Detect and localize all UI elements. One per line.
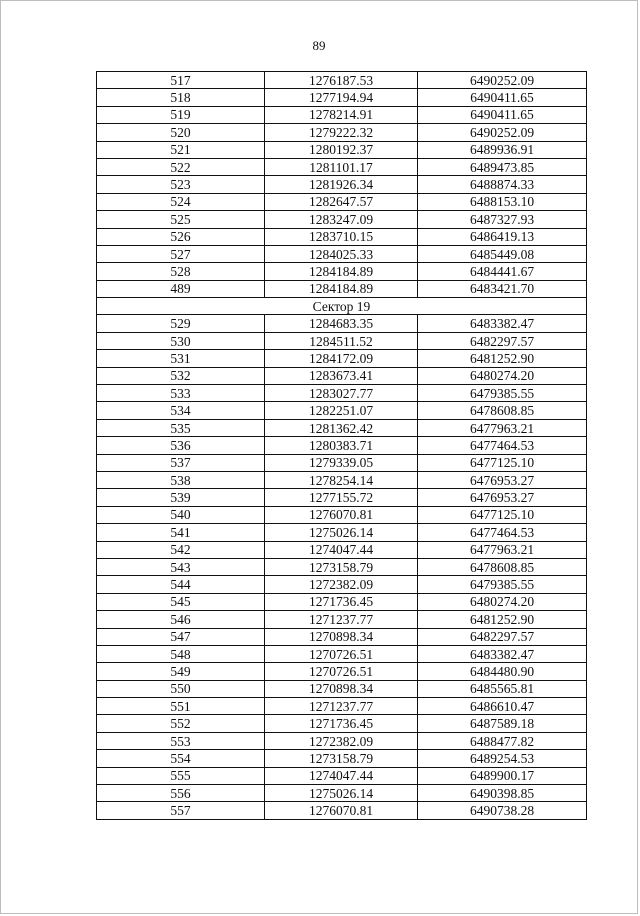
- point-number-cell: 545: [97, 593, 265, 610]
- x-coordinate-cell: 1270726.51: [265, 645, 418, 662]
- table-row: [97, 106, 587, 123]
- point-number-cell: 519: [97, 106, 265, 123]
- x-coordinate-cell: 1277194.94: [265, 89, 418, 106]
- y-coordinate-cell: 6488477.82: [418, 732, 587, 749]
- y-coordinate-cell: 6482297.57: [418, 332, 587, 349]
- point-number-cell: 532: [97, 367, 265, 384]
- point-number-cell: 546: [97, 611, 265, 628]
- table-row: [97, 211, 587, 228]
- point-number-cell: 557: [97, 802, 265, 819]
- point-number-cell: 554: [97, 750, 265, 767]
- x-coordinate-cell: 1279339.05: [265, 454, 418, 471]
- point-number-cell: 544: [97, 576, 265, 593]
- table-row: [97, 350, 587, 367]
- point-number-cell: 535: [97, 419, 265, 436]
- sector-heading: Сектор 19: [97, 298, 587, 315]
- x-coordinate-cell: 1282251.07: [265, 402, 418, 419]
- y-coordinate-cell: 6490252.09: [418, 72, 587, 89]
- table-row: [97, 385, 587, 402]
- point-number-cell: 538: [97, 471, 265, 488]
- y-coordinate-cell: 6477125.10: [418, 506, 587, 523]
- y-coordinate-cell: 6484480.90: [418, 663, 587, 680]
- x-coordinate-cell: 1278214.91: [265, 106, 418, 123]
- x-coordinate-cell: 1271736.45: [265, 593, 418, 610]
- x-coordinate-cell: 1281926.34: [265, 176, 418, 193]
- x-coordinate-cell: 1275026.14: [265, 524, 418, 541]
- y-coordinate-cell: 6481252.90: [418, 350, 587, 367]
- point-number-cell: 527: [97, 245, 265, 262]
- x-coordinate-cell: 1271237.77: [265, 611, 418, 628]
- y-coordinate-cell: 6478608.85: [418, 558, 587, 575]
- x-coordinate-cell: 1284172.09: [265, 350, 418, 367]
- x-coordinate-cell: 1284683.35: [265, 315, 418, 332]
- y-coordinate-cell: 6486419.13: [418, 228, 587, 245]
- table-row: [97, 645, 587, 662]
- point-number-cell: 529: [97, 315, 265, 332]
- y-coordinate-cell: 6489473.85: [418, 158, 587, 175]
- x-coordinate-cell: 1276070.81: [265, 802, 418, 819]
- table-row: [97, 593, 587, 610]
- table-row: [97, 541, 587, 558]
- y-coordinate-cell: 6485449.08: [418, 245, 587, 262]
- point-number-cell: 549: [97, 663, 265, 680]
- page-number: 89: [312, 38, 326, 53]
- point-number-cell: 521: [97, 141, 265, 158]
- y-coordinate-cell: 6480274.20: [418, 367, 587, 384]
- point-number-cell: 518: [97, 89, 265, 106]
- table-row: [97, 715, 587, 732]
- point-number-cell: 550: [97, 680, 265, 697]
- y-coordinate-cell: 6490411.65: [418, 89, 587, 106]
- table-row: [97, 698, 587, 715]
- point-number-cell: 541: [97, 524, 265, 541]
- y-coordinate-cell: 6483382.47: [418, 645, 587, 662]
- table-row: [97, 158, 587, 175]
- y-coordinate-cell: 6489936.91: [418, 141, 587, 158]
- y-coordinate-cell: 6490398.85: [418, 785, 587, 802]
- y-coordinate-cell: 6476953.27: [418, 489, 587, 506]
- point-number-cell: 553: [97, 732, 265, 749]
- x-coordinate-cell: 1278254.14: [265, 471, 418, 488]
- y-coordinate-cell: 6487589.18: [418, 715, 587, 732]
- table-row: [97, 332, 587, 349]
- x-coordinate-cell: 1274047.44: [265, 541, 418, 558]
- table-row: [97, 628, 587, 645]
- y-coordinate-cell: 6477125.10: [418, 454, 587, 471]
- x-coordinate-cell: 1279222.32: [265, 124, 418, 141]
- x-coordinate-cell: 1281362.42: [265, 419, 418, 436]
- point-number-cell: 522: [97, 158, 265, 175]
- table-row: [97, 176, 587, 193]
- x-coordinate-cell: 1273158.79: [265, 558, 418, 575]
- x-coordinate-cell: 1282647.57: [265, 193, 418, 210]
- y-coordinate-cell: 6490411.65: [418, 106, 587, 123]
- y-coordinate-cell: 6485565.81: [418, 680, 587, 697]
- table-row: [97, 471, 587, 488]
- y-coordinate-cell: 6478608.85: [418, 402, 587, 419]
- table-row: [97, 72, 587, 89]
- x-coordinate-cell: 1276187.53: [265, 72, 418, 89]
- y-coordinate-cell: 6488874.33: [418, 176, 587, 193]
- point-number-cell: 534: [97, 402, 265, 419]
- x-coordinate-cell: 1277155.72: [265, 489, 418, 506]
- y-coordinate-cell: 6482297.57: [418, 628, 587, 645]
- table-row: [97, 193, 587, 210]
- table-row: [97, 280, 587, 297]
- table-row: [97, 732, 587, 749]
- point-number-cell: 551: [97, 698, 265, 715]
- point-number-cell: 555: [97, 767, 265, 784]
- x-coordinate-cell: 1274047.44: [265, 767, 418, 784]
- y-coordinate-cell: 6489900.17: [418, 767, 587, 784]
- table-row: [97, 576, 587, 593]
- point-number-cell: 539: [97, 489, 265, 506]
- y-coordinate-cell: 6476953.27: [418, 471, 587, 488]
- point-number-cell: 520: [97, 124, 265, 141]
- table-row: [97, 245, 587, 262]
- y-coordinate-cell: 6483382.47: [418, 315, 587, 332]
- y-coordinate-cell: 6484441.67: [418, 263, 587, 280]
- point-number-cell: 489: [97, 280, 265, 297]
- y-coordinate-cell: 6483421.70: [418, 280, 587, 297]
- point-number-cell: 536: [97, 437, 265, 454]
- point-number-cell: 530: [97, 332, 265, 349]
- point-number-cell: 528: [97, 263, 265, 280]
- table-row: [97, 611, 587, 628]
- x-coordinate-cell: 1284511.52: [265, 332, 418, 349]
- x-coordinate-cell: 1270726.51: [265, 663, 418, 680]
- y-coordinate-cell: 6487327.93: [418, 211, 587, 228]
- table-row: [97, 558, 587, 575]
- table-row: [97, 124, 587, 141]
- coordinates-table-body: [97, 72, 587, 820]
- sector-heading-row: [97, 298, 587, 315]
- table-row: [97, 402, 587, 419]
- x-coordinate-cell: 1272382.09: [265, 732, 418, 749]
- x-coordinate-cell: 1275026.14: [265, 785, 418, 802]
- x-coordinate-cell: 1283027.77: [265, 385, 418, 402]
- point-number-cell: 517: [97, 72, 265, 89]
- table-row: [97, 89, 587, 106]
- x-coordinate-cell: 1284184.89: [265, 280, 418, 297]
- point-number-cell: 547: [97, 628, 265, 645]
- point-number-cell: 540: [97, 506, 265, 523]
- x-coordinate-cell: 1280383.71: [265, 437, 418, 454]
- point-number-cell: 556: [97, 785, 265, 802]
- x-coordinate-cell: 1283673.41: [265, 367, 418, 384]
- y-coordinate-cell: 6486610.47: [418, 698, 587, 715]
- x-coordinate-cell: 1281101.17: [265, 158, 418, 175]
- table-row: [97, 506, 587, 523]
- table-row: [97, 141, 587, 158]
- point-number-cell: 523: [97, 176, 265, 193]
- y-coordinate-cell: 6481252.90: [418, 611, 587, 628]
- y-coordinate-cell: 6490252.09: [418, 124, 587, 141]
- x-coordinate-cell: 1271736.45: [265, 715, 418, 732]
- x-coordinate-cell: 1272382.09: [265, 576, 418, 593]
- point-number-cell: 531: [97, 350, 265, 367]
- table-row: [97, 367, 587, 384]
- x-coordinate-cell: 1284025.33: [265, 245, 418, 262]
- x-coordinate-cell: 1283710.15: [265, 228, 418, 245]
- table-row: [97, 767, 587, 784]
- x-coordinate-cell: 1273158.79: [265, 750, 418, 767]
- y-coordinate-cell: 6479385.55: [418, 576, 587, 593]
- table-row: [97, 489, 587, 506]
- point-number-cell: 537: [97, 454, 265, 471]
- point-number-cell: 552: [97, 715, 265, 732]
- point-number-cell: 542: [97, 541, 265, 558]
- y-coordinate-cell: 6490738.28: [418, 802, 587, 819]
- y-coordinate-cell: 6477963.21: [418, 419, 587, 436]
- coordinates-table: [96, 71, 587, 820]
- y-coordinate-cell: 6477963.21: [418, 541, 587, 558]
- y-coordinate-cell: 6477464.53: [418, 524, 587, 541]
- table-row: [97, 750, 587, 767]
- point-number-cell: 543: [97, 558, 265, 575]
- y-coordinate-cell: 6477464.53: [418, 437, 587, 454]
- point-number-cell: 548: [97, 645, 265, 662]
- table-row: [97, 680, 587, 697]
- table-row: [97, 454, 587, 471]
- table-row: [97, 315, 587, 332]
- y-coordinate-cell: 6479385.55: [418, 385, 587, 402]
- x-coordinate-cell: 1284184.89: [265, 263, 418, 280]
- point-number-cell: 525: [97, 211, 265, 228]
- point-number-cell: 526: [97, 228, 265, 245]
- x-coordinate-cell: 1271237.77: [265, 698, 418, 715]
- y-coordinate-cell: 6480274.20: [418, 593, 587, 610]
- table-row: [97, 419, 587, 436]
- x-coordinate-cell: 1283247.09: [265, 211, 418, 228]
- x-coordinate-cell: 1270898.34: [265, 680, 418, 697]
- y-coordinate-cell: 6488153.10: [418, 193, 587, 210]
- point-number-cell: 533: [97, 385, 265, 402]
- x-coordinate-cell: 1280192.37: [265, 141, 418, 158]
- table-row: [97, 228, 587, 245]
- x-coordinate-cell: 1276070.81: [265, 506, 418, 523]
- y-coordinate-cell: 6489254.53: [418, 750, 587, 767]
- table-row: [97, 663, 587, 680]
- table-row: [97, 437, 587, 454]
- table-row: [97, 802, 587, 819]
- point-number-cell: 524: [97, 193, 265, 210]
- table-row: [97, 524, 587, 541]
- table-row: [97, 263, 587, 280]
- x-coordinate-cell: 1270898.34: [265, 628, 418, 645]
- table-row: [97, 785, 587, 802]
